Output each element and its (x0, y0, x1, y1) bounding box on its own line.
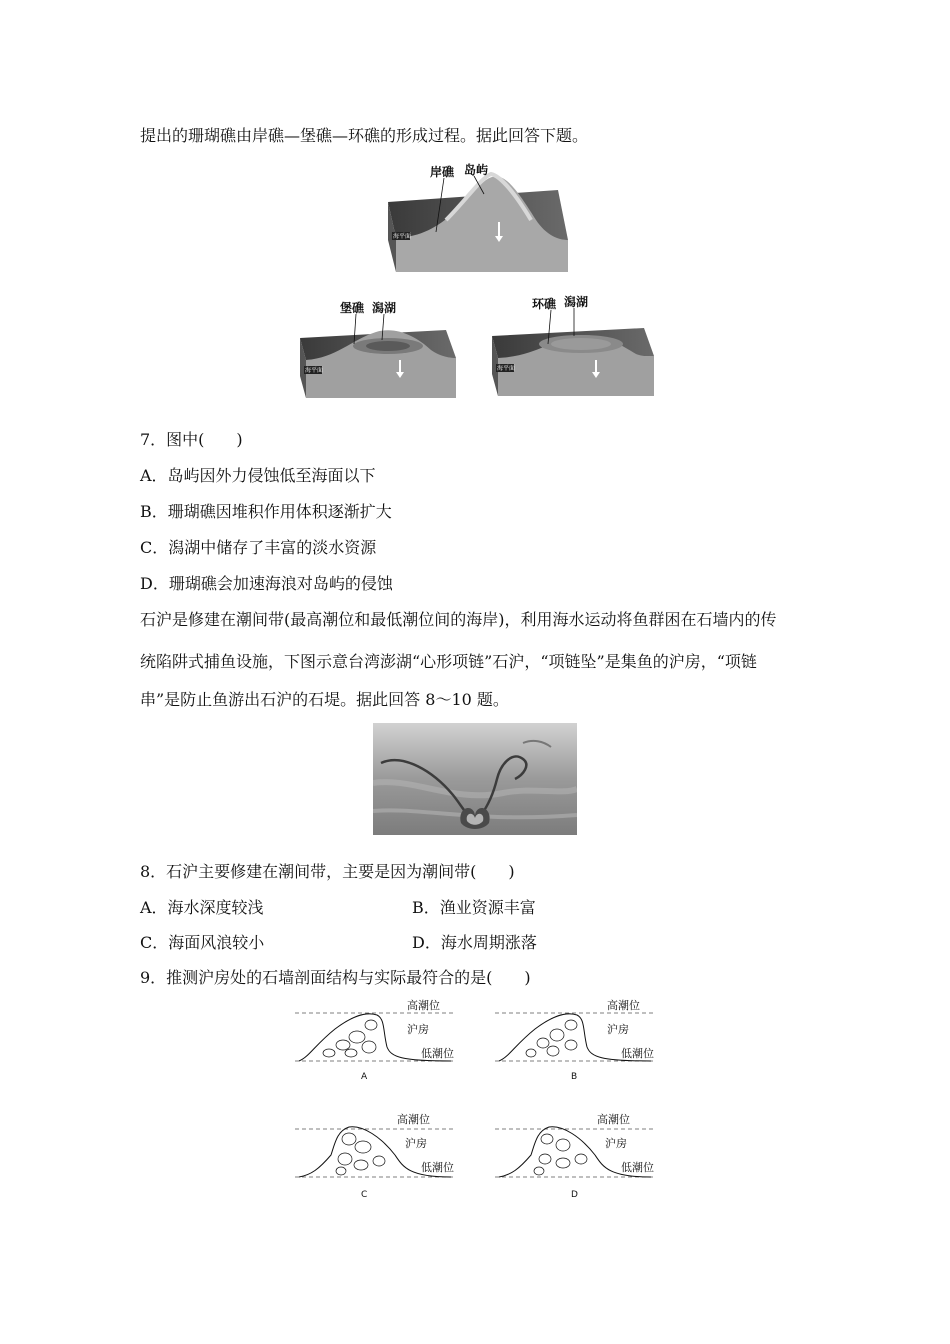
svg-text:高潮位: 高潮位 (397, 1113, 430, 1126)
section-diagram-b (495, 998, 655, 1082)
q7-option-d: D．珊瑚礁会加速海浪对岛屿的侵蚀 (140, 574, 393, 593)
svg-text:低潮位: 低潮位 (621, 1161, 654, 1174)
q8-stem: 8．石沪主要修建在潮间带，主要是因为潮间带( ) (140, 862, 515, 881)
stone-weir-photo (373, 723, 577, 835)
intro-text: 提出的珊瑚礁由岸礁—堡礁—环礁的形成过程。据此回答下题。 (140, 126, 589, 145)
svg-text:低潮位: 低潮位 (621, 1047, 654, 1060)
svg-text:沪房: 沪房 (407, 1023, 429, 1036)
reef-block-barrier (300, 300, 456, 398)
passage-line-3: 串”是防止鱼游出石沪的石堤。据此回答 8～10 题。 (140, 690, 509, 709)
svg-text:潟湖: 潟湖 (372, 301, 397, 315)
q8-option-a: A．海水深度较浅 (140, 898, 264, 917)
stone-wall-cross-sections (285, 995, 665, 1205)
svg-text:A: A (361, 1072, 368, 1082)
section-diagram-d (495, 1112, 655, 1200)
svg-text:高潮位: 高潮位 (607, 999, 640, 1012)
reef-block-fringing (388, 162, 568, 272)
svg-text:潟湖: 潟湖 (564, 295, 589, 309)
section-diagram-a (295, 998, 455, 1082)
svg-text:C: C (361, 1190, 368, 1200)
svg-text:岸礁: 岸礁 (430, 165, 455, 179)
svg-text:环礁: 环礁 (532, 297, 557, 311)
q8-option-d: D．海水周期涨落 (412, 933, 537, 952)
svg-text:高潮位: 高潮位 (597, 1113, 630, 1126)
svg-text:高潮位: 高潮位 (407, 999, 440, 1012)
svg-text:海平面: 海平面 (393, 233, 412, 240)
svg-text:海平面: 海平面 (497, 365, 516, 372)
svg-text:B: B (571, 1072, 578, 1082)
svg-text:沪房: 沪房 (605, 1137, 627, 1150)
svg-text:岛屿: 岛屿 (464, 163, 489, 177)
q7-option-a: A．岛屿因外力侵蚀低至海面以下 (140, 466, 376, 485)
svg-text:海平面: 海平面 (305, 367, 324, 374)
section-diagram-c (295, 1112, 455, 1200)
q7-option-b: B．珊瑚礁因堆积作用体积逐渐扩大 (140, 502, 392, 521)
passage-line-2: 统陷阱式捕鱼设施，下图示意台湾澎湖“心形项链”石沪，“项链坠”是集鱼的沪房，“项链 (140, 652, 757, 671)
svg-text:沪房: 沪房 (405, 1137, 427, 1150)
q7-stem: 7．图中( ) (140, 430, 243, 449)
svg-text:D: D (571, 1190, 578, 1200)
q8-option-b: B．渔业资源丰富 (412, 898, 536, 917)
svg-text:堡礁: 堡礁 (340, 301, 365, 315)
q7-option-c: C．潟湖中储存了丰富的淡水资源 (140, 538, 377, 557)
q8-option-c: C．海面风浪较小 (140, 933, 265, 952)
reef-block-atoll (492, 294, 654, 396)
svg-text:低潮位: 低潮位 (421, 1047, 454, 1060)
q9-stem: 9．推测沪房处的石墙剖面结构与实际最符合的是( ) (140, 968, 531, 987)
reef-formation-figure (296, 160, 666, 405)
passage-line-1: 石沪是修建在潮间带(最高潮位和最低潮位间的海岸)，利用海水运动将鱼群困在石墙内的传 (140, 610, 777, 629)
svg-text:低潮位: 低潮位 (421, 1161, 454, 1174)
svg-text:沪房: 沪房 (607, 1023, 629, 1036)
